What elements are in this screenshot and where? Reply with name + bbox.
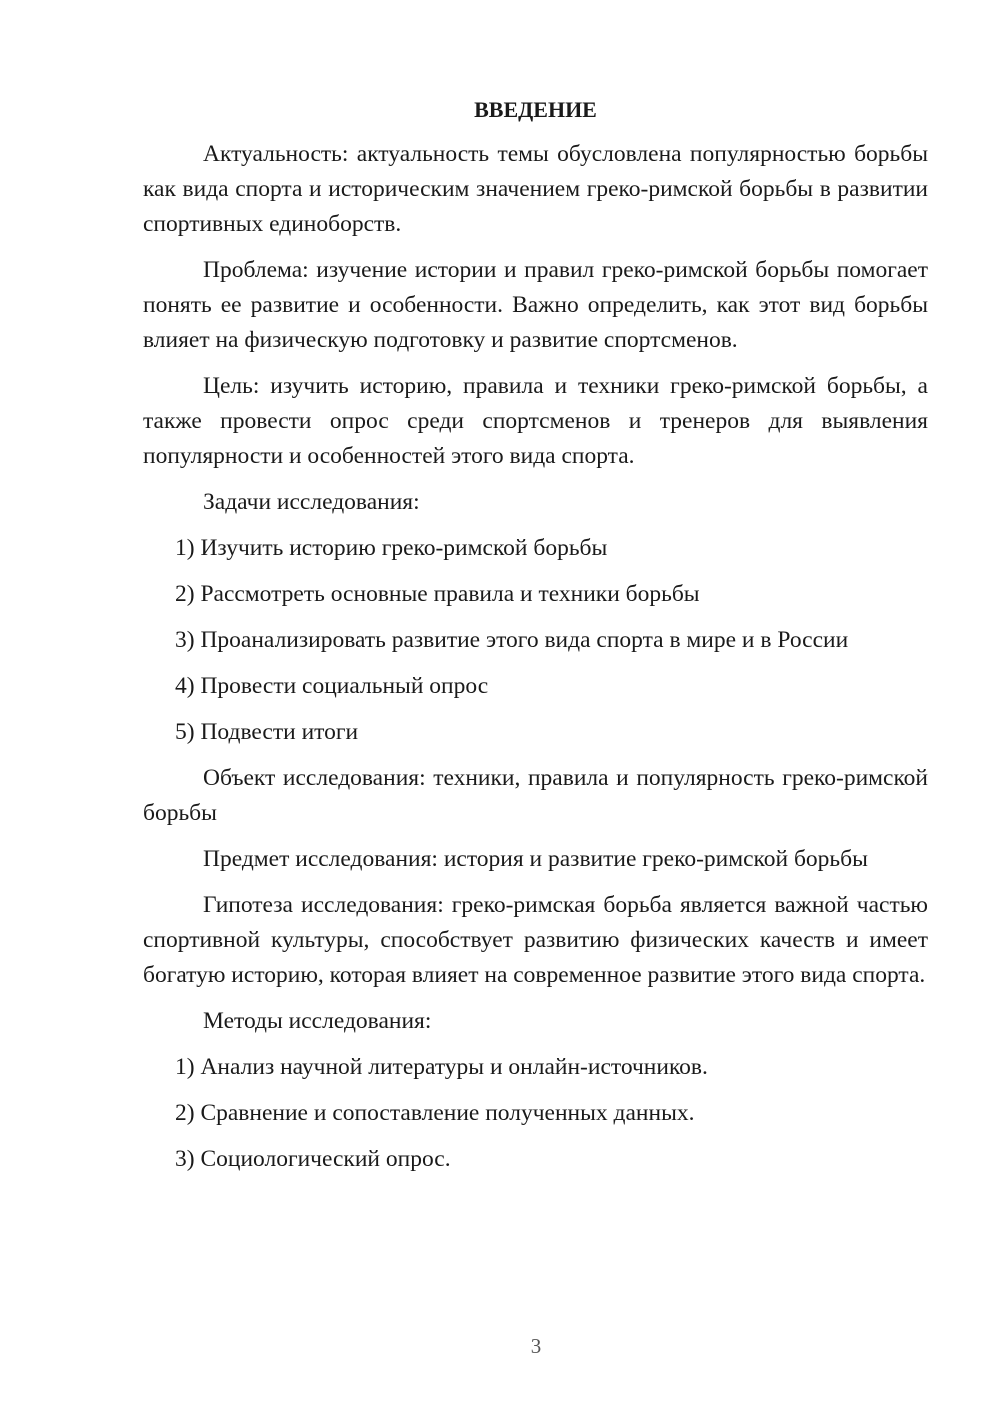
goal-paragraph: Цель: изучить историю, правила и техники греко-римской борьбы, а также провести опрос среди спортсменов и тренеров для выявления популярности и особенностей этого вида спорта.: [143, 373, 928, 469]
relevance-paragraph: Актуальность: актуальность темы обусловлена популярностью борьбы как вида спорта и историческим значением греко-римской борьбы в развитии спортивных единоборств.: [143, 141, 928, 237]
hypothesis-paragraph: Гипотеза исследования: греко-римская борьба является важной частью спортивной культуры, способствует развитию физических качеств и имеет богатую историю, которая влияет на современное развитие этого вида спорта.: [143, 892, 928, 988]
method-item: 3) Социологический опрос.: [175, 1146, 451, 1172]
object-paragraph: Объект исследования: техники, правила и популярность греко-римской борьбы: [143, 765, 928, 826]
method-item: 1) Анализ научной литературы и онлайн-источников.: [175, 1054, 708, 1080]
problem-paragraph: Проблема: изучение истории и правил греко-римской борьбы помогает понять ее развитие и особенности. Важно определить, как этот вид борьбы влияет на физическую подготовку и развитие спортсменов.: [143, 257, 928, 353]
section-title: ВВЕДЕНИЕ: [474, 97, 597, 122]
method-item: 2) Сравнение и сопоставление полученных данных.: [175, 1100, 695, 1126]
page-number: 3: [530, 1334, 542, 1358]
task-item: 2) Рассмотреть основные правила и техники борьбы: [175, 581, 700, 607]
methods-list: [143, 1050, 928, 1177]
task-item: 5) Подвести итоги: [175, 719, 359, 745]
tasks-list: [143, 531, 928, 750]
task-item: 4) Провести социальный опрос: [175, 673, 489, 699]
subject-paragraph: Предмет исследования: история и развитие греко-римской борьбы: [203, 846, 868, 872]
tasks-label: Задачи исследования:: [203, 489, 420, 515]
task-item: 3) Проанализировать развитие этого вида спорта в мире и в России: [175, 627, 849, 653]
document-page: [143, 92, 928, 1188]
task-item: 1) Изучить историю греко-римской борьбы: [175, 535, 608, 561]
methods-label: Методы исследования:: [203, 1008, 432, 1034]
